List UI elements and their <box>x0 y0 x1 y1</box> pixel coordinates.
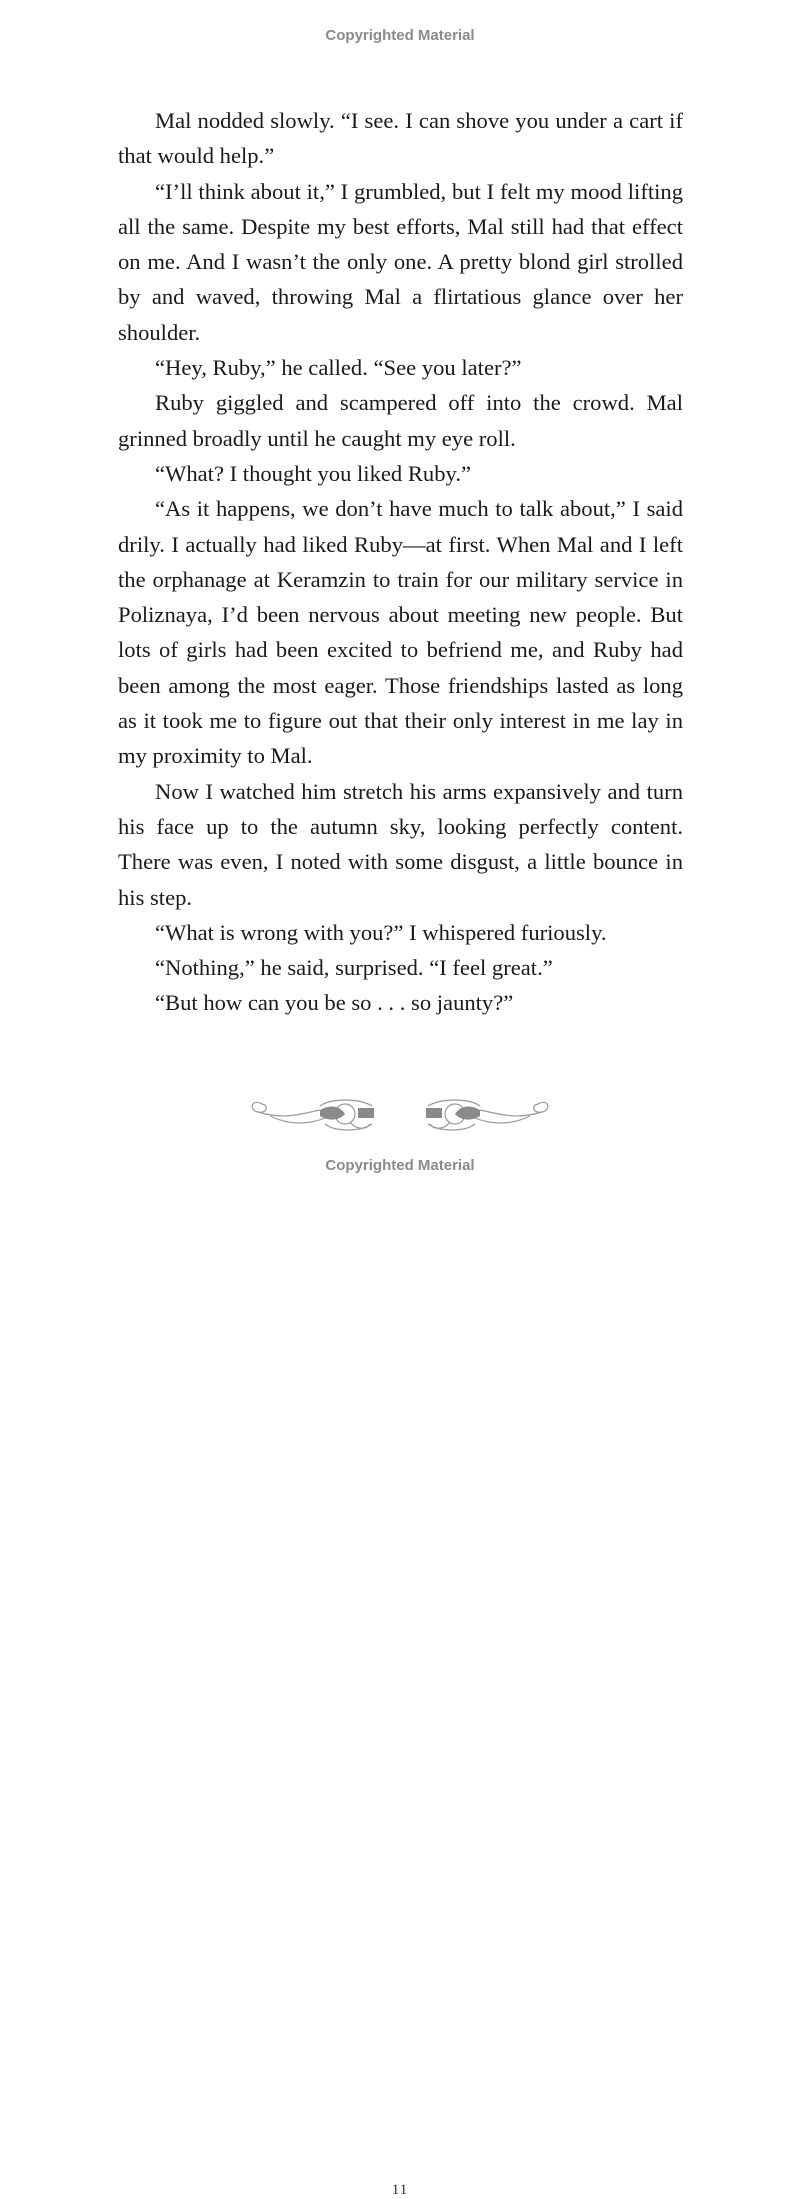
paragraph: “I’ll think about it,” I grumbled, but I felt my mood lifting all the same. Despite my best efforts, Mal still had that effect on me. And I wasn’t the only one. A pretty blond girl strolled by and waved, throwing Mal a flirtatious glance over her shoulder. <box>118 178 683 345</box>
paragraph: “As it happens, we don’t have much to talk about,” I said drily. I actually had liked Ruby—at first. When Mal and I left the orphanage at Keramzin to train for our military service in Poliznaya, I’d been nervous about meeting new people. But lots of girls had been excited to befriend me, and Ruby had been among the most eager. Those friendships lasted as long as it took me to figure out that their only interest in me lay in my proximity to Mal. <box>118 496 683 769</box>
page-number: 11 <box>391 2182 409 2198</box>
paragraph: “Nothing,” he said, surprised. “I feel great.” <box>155 955 553 981</box>
paragraph: Mal nodded slowly. “I see. I can shove you under a cart if that would help.” <box>118 108 683 169</box>
watermark-bottom: Copyrighted Material <box>325 1157 475 1174</box>
paragraph: Ruby giggled and scampered off into the crowd. Mal grinned broadly until he caught my eye roll. <box>118 390 683 451</box>
paragraph: “Hey, Ruby,” he called. “See you later?” <box>155 355 522 381</box>
paragraph: “But how can you be so . . . so jaunty?” <box>155 990 514 1016</box>
watermark-top: Copyrighted Material <box>325 27 475 44</box>
paragraph: “What? I thought you liked Ruby.” <box>155 460 472 486</box>
paragraph: Now I watched him stretch his arms expansively and turn his face up to the autumn sky, looking perfectly content. There was even, I noted with some disgust, a little bounce in his step. <box>118 778 683 910</box>
flourish-ornament-icon <box>0 1090 800 1140</box>
body-text <box>118 103 683 1021</box>
paragraph: “What is wrong with you?” I whispered furiously. <box>155 919 607 945</box>
